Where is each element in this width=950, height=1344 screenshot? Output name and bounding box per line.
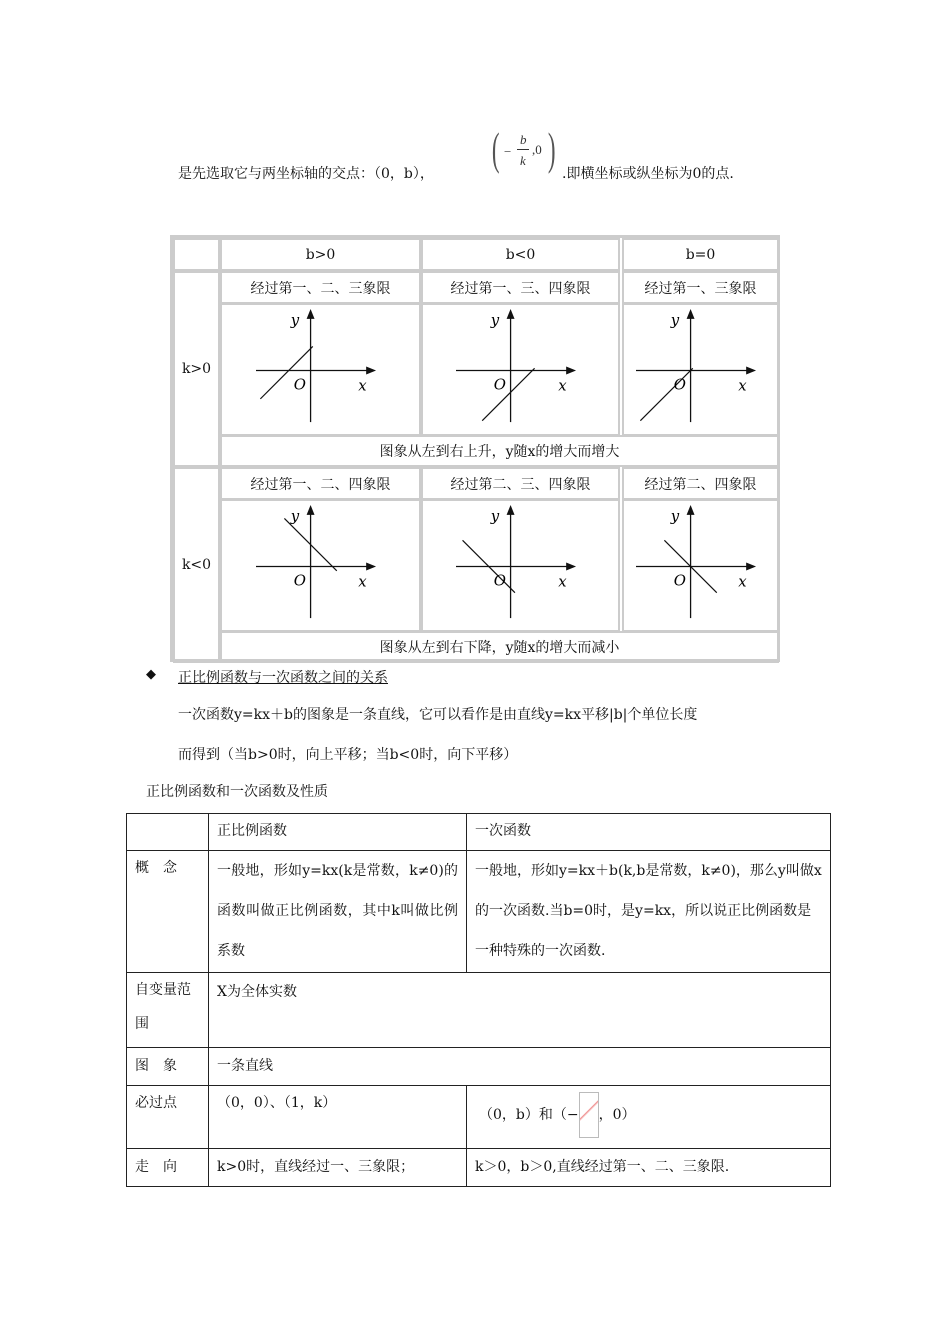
x-arrow-icon (366, 367, 376, 375)
fraction-numerator: b (520, 132, 527, 147)
direction-proportional: k>0时，直线经过一、三象限； (208, 1148, 467, 1187)
graph-summary: 图象从左到右上升，y随x的增大而增大 (220, 435, 779, 467)
column-header: b=0 (622, 238, 779, 271)
diamond-bullet-icon: ◆ (146, 667, 156, 682)
y-axis-label: y (290, 310, 300, 329)
intro-text-end: .即横坐标或纵坐标为0的点. (562, 166, 734, 182)
y-axis-label: y (670, 506, 680, 525)
y-axis-label: y (490, 506, 500, 525)
quadrant-label: 经过第一、二、三象限 (220, 271, 421, 304)
row-label: 自变量范 围 (126, 972, 209, 1048)
y-arrow-icon (687, 505, 695, 515)
graph-svg (624, 501, 777, 630)
fraction-tail: ,0 (532, 142, 542, 157)
x-arrow-icon (746, 563, 756, 571)
graph-svg (423, 501, 618, 630)
quadrant-label: 经过第一、二、四象限 (220, 467, 421, 500)
y-axis-label: y (490, 310, 500, 329)
points-text: （0，b）和（− (479, 1107, 579, 1123)
function-graph (622, 499, 779, 632)
quadrant-label: 经过第二、四象限 (622, 467, 779, 500)
quadrant-label: 经过第一、三、四象限 (421, 271, 620, 304)
domain-value: X为全体实数 (208, 972, 831, 1048)
function-graph (421, 499, 620, 632)
x-arrow-icon (566, 563, 576, 571)
properties-table (126, 813, 831, 1187)
corner-cell (173, 238, 220, 271)
concept-proportional: 一般地，形如y=kx(k是常数，k≠0)的函数叫做正比例函数，其中k叫做比例系数 (208, 850, 467, 973)
y-arrow-icon (307, 309, 315, 319)
x-arrow-icon (366, 563, 376, 571)
graph-summary: 图象从左到右下降，y随x的增大而减小 (220, 631, 779, 663)
graph-svg (624, 305, 777, 434)
fraction-denominator: k (520, 153, 526, 168)
x-axis-label: x (358, 376, 367, 395)
origin-label: O (673, 571, 686, 590)
direction-linear: k＞0，b＞0,直线经过第一、二、三象限. (466, 1148, 831, 1187)
origin-label: O (293, 375, 306, 394)
header-cell: 一次函数 (466, 813, 831, 851)
quadrant-label: 经过第二、三、四象限 (421, 467, 620, 500)
graph-svg (222, 501, 419, 630)
column-header: b>0 (220, 238, 421, 271)
intro-text: 是先选取它与两坐标轴的交点：（0，b）， (178, 166, 434, 182)
function-graph (421, 303, 620, 436)
y-arrow-icon (507, 309, 515, 319)
points-text: ，0） (598, 1107, 636, 1123)
x-arrow-icon (566, 367, 576, 375)
graph-svg (423, 305, 618, 434)
y-arrow-icon (687, 309, 695, 319)
points-proportional: （0，0）、（1，k） (208, 1085, 467, 1149)
graph-value: 一条直线 (208, 1047, 831, 1086)
y-axis-label: y (670, 310, 680, 329)
broken-image-icon (579, 1092, 599, 1138)
table-caption: 正比例函数和一次函数及性质 (146, 784, 328, 800)
x-axis-label: x (738, 572, 747, 591)
origin-label: O (493, 571, 506, 590)
function-graph (220, 499, 421, 632)
section-title: 正比例函数与一次函数之间的关系 (178, 670, 388, 686)
row-label: 图 象 (126, 1047, 209, 1086)
function-graph (220, 303, 421, 436)
points-linear (466, 1085, 831, 1149)
row-label: k>0 (173, 271, 220, 467)
x-axis-label: x (738, 376, 747, 395)
row-label: 走 向 (126, 1148, 209, 1187)
column-header: b<0 (421, 238, 620, 271)
paragraph-line: 一次函数y=kx＋b的图象是一条直线，它可以看作是由直线y=kx平移|b|个单位长度 (178, 707, 698, 723)
y-arrow-icon (507, 505, 515, 515)
row-label: 概 念 (126, 850, 209, 973)
minus-sign: − (504, 144, 512, 159)
x-axis-label: x (558, 572, 567, 591)
x-arrow-icon (746, 367, 756, 375)
row-label: k<0 (173, 467, 220, 663)
paragraph-line: 而得到（当b>0时，向上平移；当b<0时，向下平移） (178, 747, 518, 763)
row-label: 必过点 (126, 1085, 209, 1149)
x-axis-label: x (358, 572, 367, 591)
y-axis-label: y (290, 506, 300, 525)
x-axis-label: x (558, 376, 567, 395)
concept-linear: 一般地，形如y=kx＋b(k,b是常数，k≠0)，那么y叫做x的一次函数.当b=0时，是y=kx，所以说正比例函数是一种特殊的一次函数. (466, 850, 831, 973)
origin-label: O (293, 571, 306, 590)
header-cell (126, 813, 209, 851)
linear-function-graph-table (170, 235, 780, 662)
function-graph (622, 303, 779, 436)
origin-label: O (493, 375, 506, 394)
fraction-formula: ( − b k ,0 ) (491, 123, 556, 174)
origin-label: O (673, 375, 686, 394)
function-line (482, 368, 534, 420)
graph-svg (222, 305, 419, 434)
y-arrow-icon (307, 505, 315, 515)
quadrant-label: 经过第一、三象限 (622, 271, 779, 304)
header-cell: 正比例函数 (208, 813, 467, 851)
